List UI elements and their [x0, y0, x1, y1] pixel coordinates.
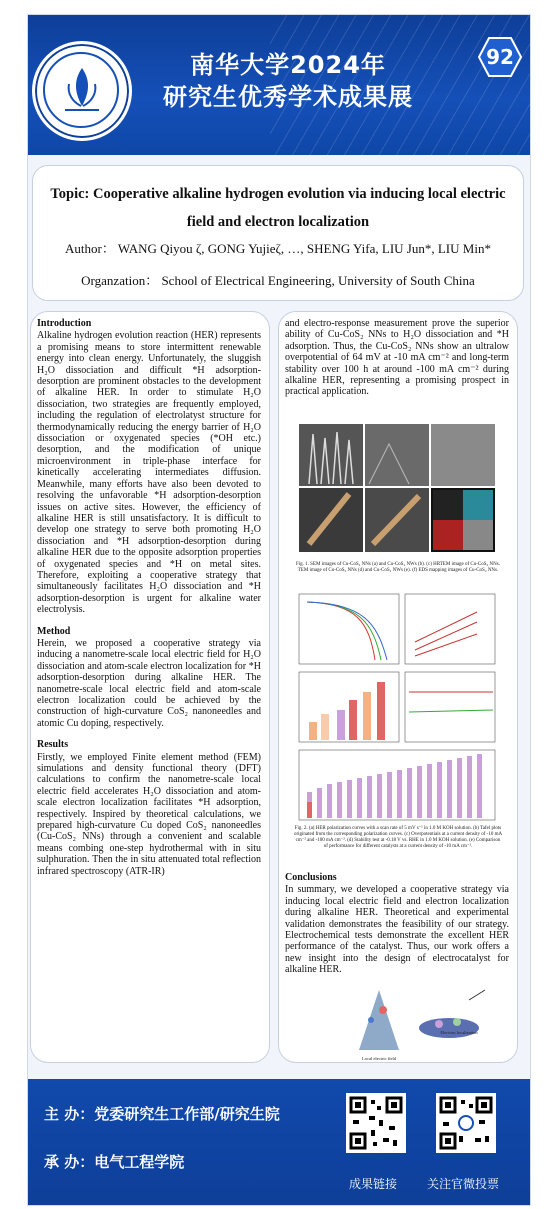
conclusions-heading: Conclusions: [285, 872, 337, 883]
organizer-text: 主 办：党委研究生工作部/研究生院: [44, 1105, 280, 1123]
poster: [27, 14, 531, 1206]
university-logo: [32, 41, 132, 141]
poster-number: 92: [486, 45, 514, 69]
poster-number-badge: [478, 37, 522, 77]
results-heading: Results: [37, 739, 69, 751]
banner-title-line1: 南华大学2024年: [190, 51, 386, 79]
method-heading: Method: [37, 625, 71, 637]
banner-title: [138, 49, 438, 113]
figure-2-caption: Fig. 2. (a) HER polarization curves with a scan rate of 5 mV s⁻¹ in 1.0 M KOH solution. (b) Tafel plots originated from the corresponding polarization curves. (c) Overpotentials at a current density of -10 mA cm⁻² and -100 mA cm⁻². (d) Stability test at -0.18 V vs. RHE in 1.0 M KOH solution. (e) Comparison of performance for different catalysts at a current density of -10 mA cm⁻².: [293, 826, 503, 849]
footer-banner: [28, 1079, 530, 1205]
qr-code-icon: [439, 1096, 493, 1150]
qr-code-icon: [349, 1096, 403, 1150]
poster-topic: Topic: Cooperative alkaline hydrogen evolution via inducing local electric field and electron localization: [50, 186, 506, 230]
qr-code-achievement-link[interactable]: [346, 1093, 406, 1153]
title-panel: [32, 165, 524, 301]
poster-organization: Organzation： School of Electrical Engineering, University of South China: [81, 273, 475, 288]
qr-label-official-account: 关注官微投票: [426, 1177, 499, 1191]
conclusions-text: In summary, we developed a cooperative strategy via inducing local electric field and electron localization during alkaline HER. Theoretical and experimental validation demonstrates the feasibility of our strategy. Electrochemical tests demonstrate the excellent HER performance of the catalyst. Thus, our work offers a new insight into the design of electrocatalyst for alkaline HER.: [285, 884, 509, 976]
header-banner: [28, 15, 530, 155]
logo-emblem-icon: [35, 44, 129, 138]
qr-code-official-account[interactable]: [436, 1093, 496, 1153]
scheme-label-left: Local electric field: [362, 1056, 396, 1061]
figure-1-micrographs: [299, 424, 495, 554]
method-text: Herein, we proposed a cooperative strategy via inducing a nanometre-scale local electric field for H₂O dissociation and atom-scale electron localization for *H adsorption-desorption during alkaline HER. The nanometre-scale local electric field and atom-scale electron localization could be achieved by the construction of high-curvature CoS₂ nanoneedles and atomic Cu doping, respectively.: [37, 637, 261, 729]
co-organizer-text: 承 办：电气工程学院: [44, 1153, 185, 1171]
scheme-label-right: Electron localization: [440, 1030, 478, 1035]
results-text: Firstly, we employed Finite element method (FEM) simulations and density functional theory (DFT) calculations to confirm the nanometre-scale local electric field accelerates H₂O dissociation and atom-scale electron localization facilitates *H adsorption, respectively. Inspired by theoretical calculations, we prepared high-curvature Cu doped CoS₂ nanoneedles (Cu-CoS₂ NNs) through a convenient and scalable means combing one-step hydrothermal with in situ sulphuration. Then the in situ attenuated total reflection infrared spectroscopy (ATR-IR): [37, 751, 261, 877]
figure-1-caption: Fig. 1. SEM images of Cu-CoS₂ NNs (a) and Cu-CoS₂ NWs (b). (c) HRTEM image of Cu-CoS₂ NNs. TEM image of Cu-CoS₂ NNs (d) and Cu-CoS₂ NWs (e). (f) EDS mapping images of Cu-CoS₂ NNs.: [296, 562, 500, 573]
banner-title-line2: 研究生优秀学术成果展: [163, 83, 413, 111]
qr-label-achievement-link: 成果链接: [348, 1177, 397, 1191]
right-column: [278, 311, 518, 1063]
poster-authors: Author： WANG Qiyou ζ, GONG Yujieζ, …, SHENG Yifa, LIU Jun*, LIU Min*: [65, 241, 491, 256]
figure-2-plots: [297, 592, 497, 822]
introduction-text: Alkaline hydrogen evolution reaction (HER) represents a promising means to store intermittent renewable energy into clean energy. Unfortunately, the sluggish H₂O dissociation and difficult *H adsorption-desorption are prominent obstacles to the development of alkaline HER. In order to stimulate H₂O dissociation, two strategies are frequently employed, including the regulation of electrolatyst structure for thermodynamically reducing the energy barrier of H₂O dissociation or oxygenated species (*OH etc.) desorption, and the modification of unique microenvironment in triple-phase interface for kinetically accelerating intermediates diffusion. Meanwhile, many efforts have also been devoted to resolving the unfavorable *H adsorption-desorption issues on active sites. However, the efficiency of alkaline HER is still unsatisfactory. It is difficult to develop one strategy to serve both promoting H₂O dissociation and *H adsorption-desorption during alkaline HER due to the opposite adsorption properties of oxygenated species and *H on metal sites. Therefore, exploiting a cooperative strategy that simultaneously facilitates H₂O dissociation and *H adsorption-desorption is urgent for alkaline water electrolysis.: [37, 330, 261, 616]
mechanism-scheme: [299, 980, 495, 1058]
left-column: [30, 311, 270, 1063]
introduction-heading: Introduction: [37, 318, 92, 329]
results-continued-text: and electro-response measurement prove the superior ability of Cu-CoS₂ NNs to H₂O dissociation and *H adsorption. Thus, the Cu-CoS₂ NNs show an ultralow overpotential of 64 mV at -10 mA cm⁻² and long-term stability over 100 h at around -100 mA cm⁻² during alkaline HER, representing a promising prospect in practical application.: [285, 318, 509, 398]
